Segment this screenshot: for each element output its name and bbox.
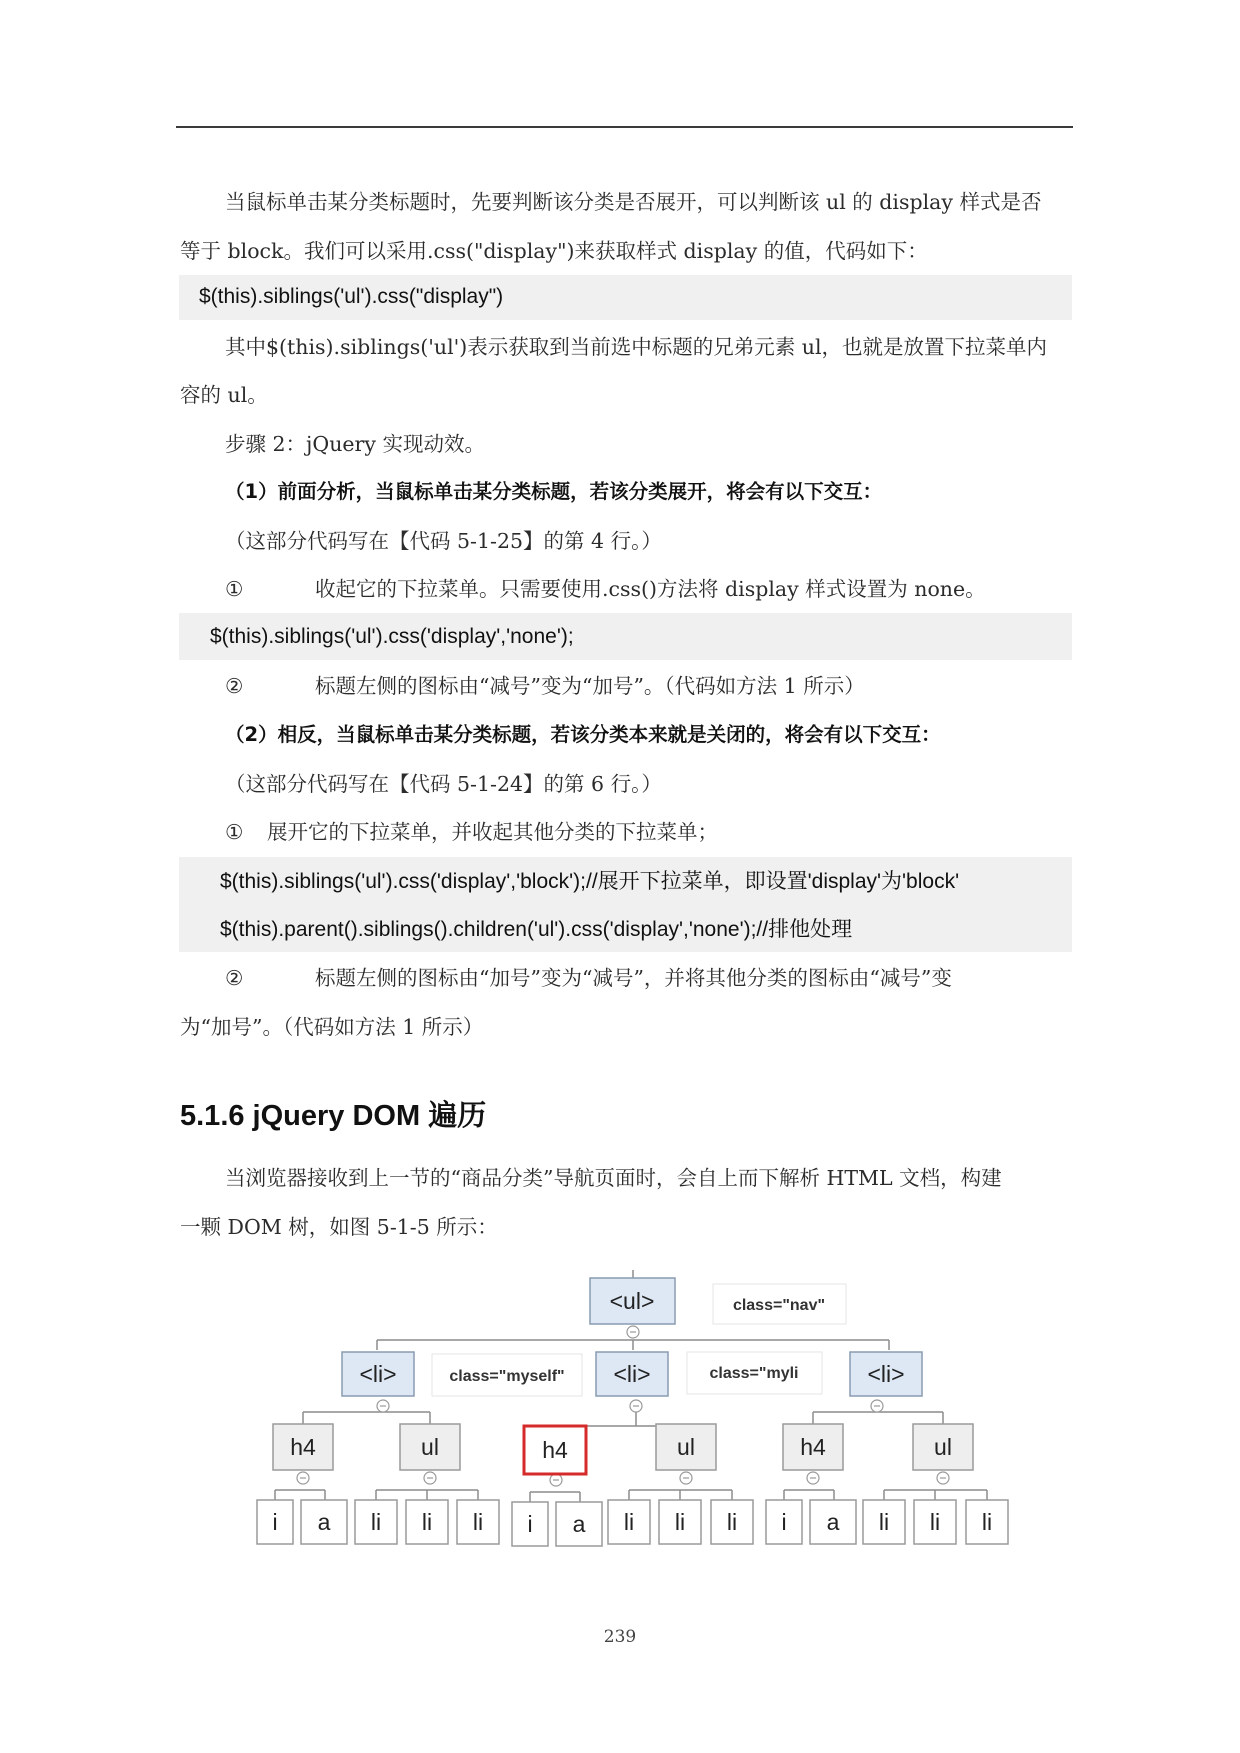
item-text: 收起它的下拉菜单。只需要使用.css()方法将 display 样式设置为 none。 xyxy=(315,577,986,601)
node-label: <li> xyxy=(359,1361,397,1387)
code-block xyxy=(179,613,1072,660)
list-item xyxy=(225,672,1125,700)
collapse-toggles xyxy=(297,1326,949,1486)
leaf-label: li xyxy=(981,1509,993,1535)
leaf-label: li xyxy=(674,1509,686,1535)
code-block xyxy=(179,275,1072,320)
item-text: 标题左侧的图标由“加号”变为“减号”，并将其他分类的图标由“减号”变 xyxy=(315,966,952,990)
leaf-label: li xyxy=(726,1509,738,1535)
leaf-label: i xyxy=(272,1509,278,1535)
myself-class-note xyxy=(432,1354,582,1396)
ul-root-node[interactable] xyxy=(590,1278,675,1324)
leaf-label: a xyxy=(826,1509,840,1535)
list-item xyxy=(225,964,1125,992)
paragraph-line: 容的 ul。 xyxy=(180,383,268,407)
note-label: class="myli xyxy=(709,1365,799,1382)
item-number: ① xyxy=(225,577,244,601)
code-block xyxy=(179,857,1072,952)
leaf-label: i xyxy=(781,1509,787,1535)
leaf-label: li xyxy=(929,1509,941,1535)
leaf-label: i xyxy=(527,1511,533,1537)
leaf-label: li xyxy=(370,1509,382,1535)
header-rule xyxy=(176,126,1073,128)
bold-subheading: （2）相反，当鼠标单击某分类标题，若该分类本来就是关闭的，将会有以下交互： xyxy=(225,723,941,746)
paragraph-line: 为“加号”。（代码如方法 1 所示） xyxy=(180,1015,484,1039)
code-line: $(this).siblings('ul').css("display") xyxy=(199,285,504,308)
h4-node-highlighted[interactable] xyxy=(524,1426,586,1474)
node-label: <li> xyxy=(613,1361,651,1387)
leaf-label: li xyxy=(623,1509,635,1535)
li-node[interactable] xyxy=(342,1352,414,1396)
note-line: （这部分代码写在【代码 5-1-25】的第 4 行。） xyxy=(225,529,662,553)
ul-node[interactable] xyxy=(656,1424,716,1470)
ul-node[interactable] xyxy=(913,1424,973,1470)
node-label: <ul> xyxy=(609,1288,655,1314)
leaf-label: a xyxy=(317,1509,331,1535)
node-label: <li> xyxy=(867,1361,905,1387)
myli-class-note xyxy=(687,1352,822,1394)
code-line: $(this).siblings('ul').css('display','block');//展开下拉菜单，即设置'display'为'block' xyxy=(220,870,960,893)
item-number: ① xyxy=(225,820,244,844)
paragraph-line: 等于 block。我们可以采用.css("display")来获取样式 display 的值，代码如下： xyxy=(180,239,928,263)
code-line: $(this).parent().siblings().children('ul').css('display','none');//排他处理 xyxy=(220,918,853,941)
paragraph-line: 当鼠标单击某分类标题时，先要判断该分类是否展开，可以判断该 ul 的 display 样式是否 xyxy=(225,190,1042,214)
leaf-label: a xyxy=(572,1511,586,1537)
dom-tree-diagram xyxy=(250,1270,1010,1550)
leaf-label: li xyxy=(878,1509,890,1535)
nav-class-note xyxy=(713,1284,846,1324)
item-number: ② xyxy=(225,966,244,990)
leaf-label: li xyxy=(421,1509,433,1535)
paragraph-line: 一颗 DOM 树，如图 5-1-5 所示： xyxy=(180,1215,498,1239)
paragraph-line: 当浏览器接收到上一节的“商品分类”导航页面时，会自上而下解析 HTML 文档，构建 xyxy=(225,1166,1002,1190)
li-node[interactable] xyxy=(850,1352,922,1396)
note-label: class="myself" xyxy=(449,1368,565,1385)
node-label: h4 xyxy=(290,1434,316,1460)
bold-subheading: （1）前面分析，当鼠标单击某分类标题，若该分类展开，将会有以下交互： xyxy=(225,480,883,503)
section-heading: 5.1.6 jQuery DOM 遍历 xyxy=(180,1100,487,1132)
page-number: 239 xyxy=(603,1627,637,1647)
code-line: $(this).siblings('ul').css('display','none'); xyxy=(210,625,574,648)
step-title: 步骤 2：jQuery 实现动效。 xyxy=(225,432,485,456)
leaf-labels xyxy=(272,1509,992,1537)
note-label: class="nav" xyxy=(732,1297,826,1314)
item-text: 标题左侧的图标由“减号”变为“加号”。（代码如方法 1 所示） xyxy=(315,674,865,698)
node-label: ul xyxy=(677,1434,695,1460)
item-number: ② xyxy=(225,674,244,698)
node-label: h4 xyxy=(800,1434,826,1460)
note-line: （这部分代码写在【代码 5-1-24】的第 6 行。） xyxy=(225,772,662,796)
item-text: 展开它的下拉菜单，并收起其他分类的下拉菜单； xyxy=(267,820,718,844)
node-label: ul xyxy=(421,1434,439,1460)
leaf-label: li xyxy=(472,1509,484,1535)
li-node[interactable] xyxy=(596,1352,668,1396)
h4-node[interactable] xyxy=(783,1424,843,1470)
paragraph-line: 其中$(this).siblings('ul')表示获取到当前选中标题的兄弟元素 ul，也就是放置下拉菜单内 xyxy=(225,335,1048,359)
list-item xyxy=(225,818,1125,846)
list-item xyxy=(225,575,1125,603)
h4-node[interactable] xyxy=(273,1424,333,1470)
node-label: h4 xyxy=(542,1437,568,1463)
node-label: ul xyxy=(934,1434,952,1460)
ul-node[interactable] xyxy=(400,1424,460,1470)
